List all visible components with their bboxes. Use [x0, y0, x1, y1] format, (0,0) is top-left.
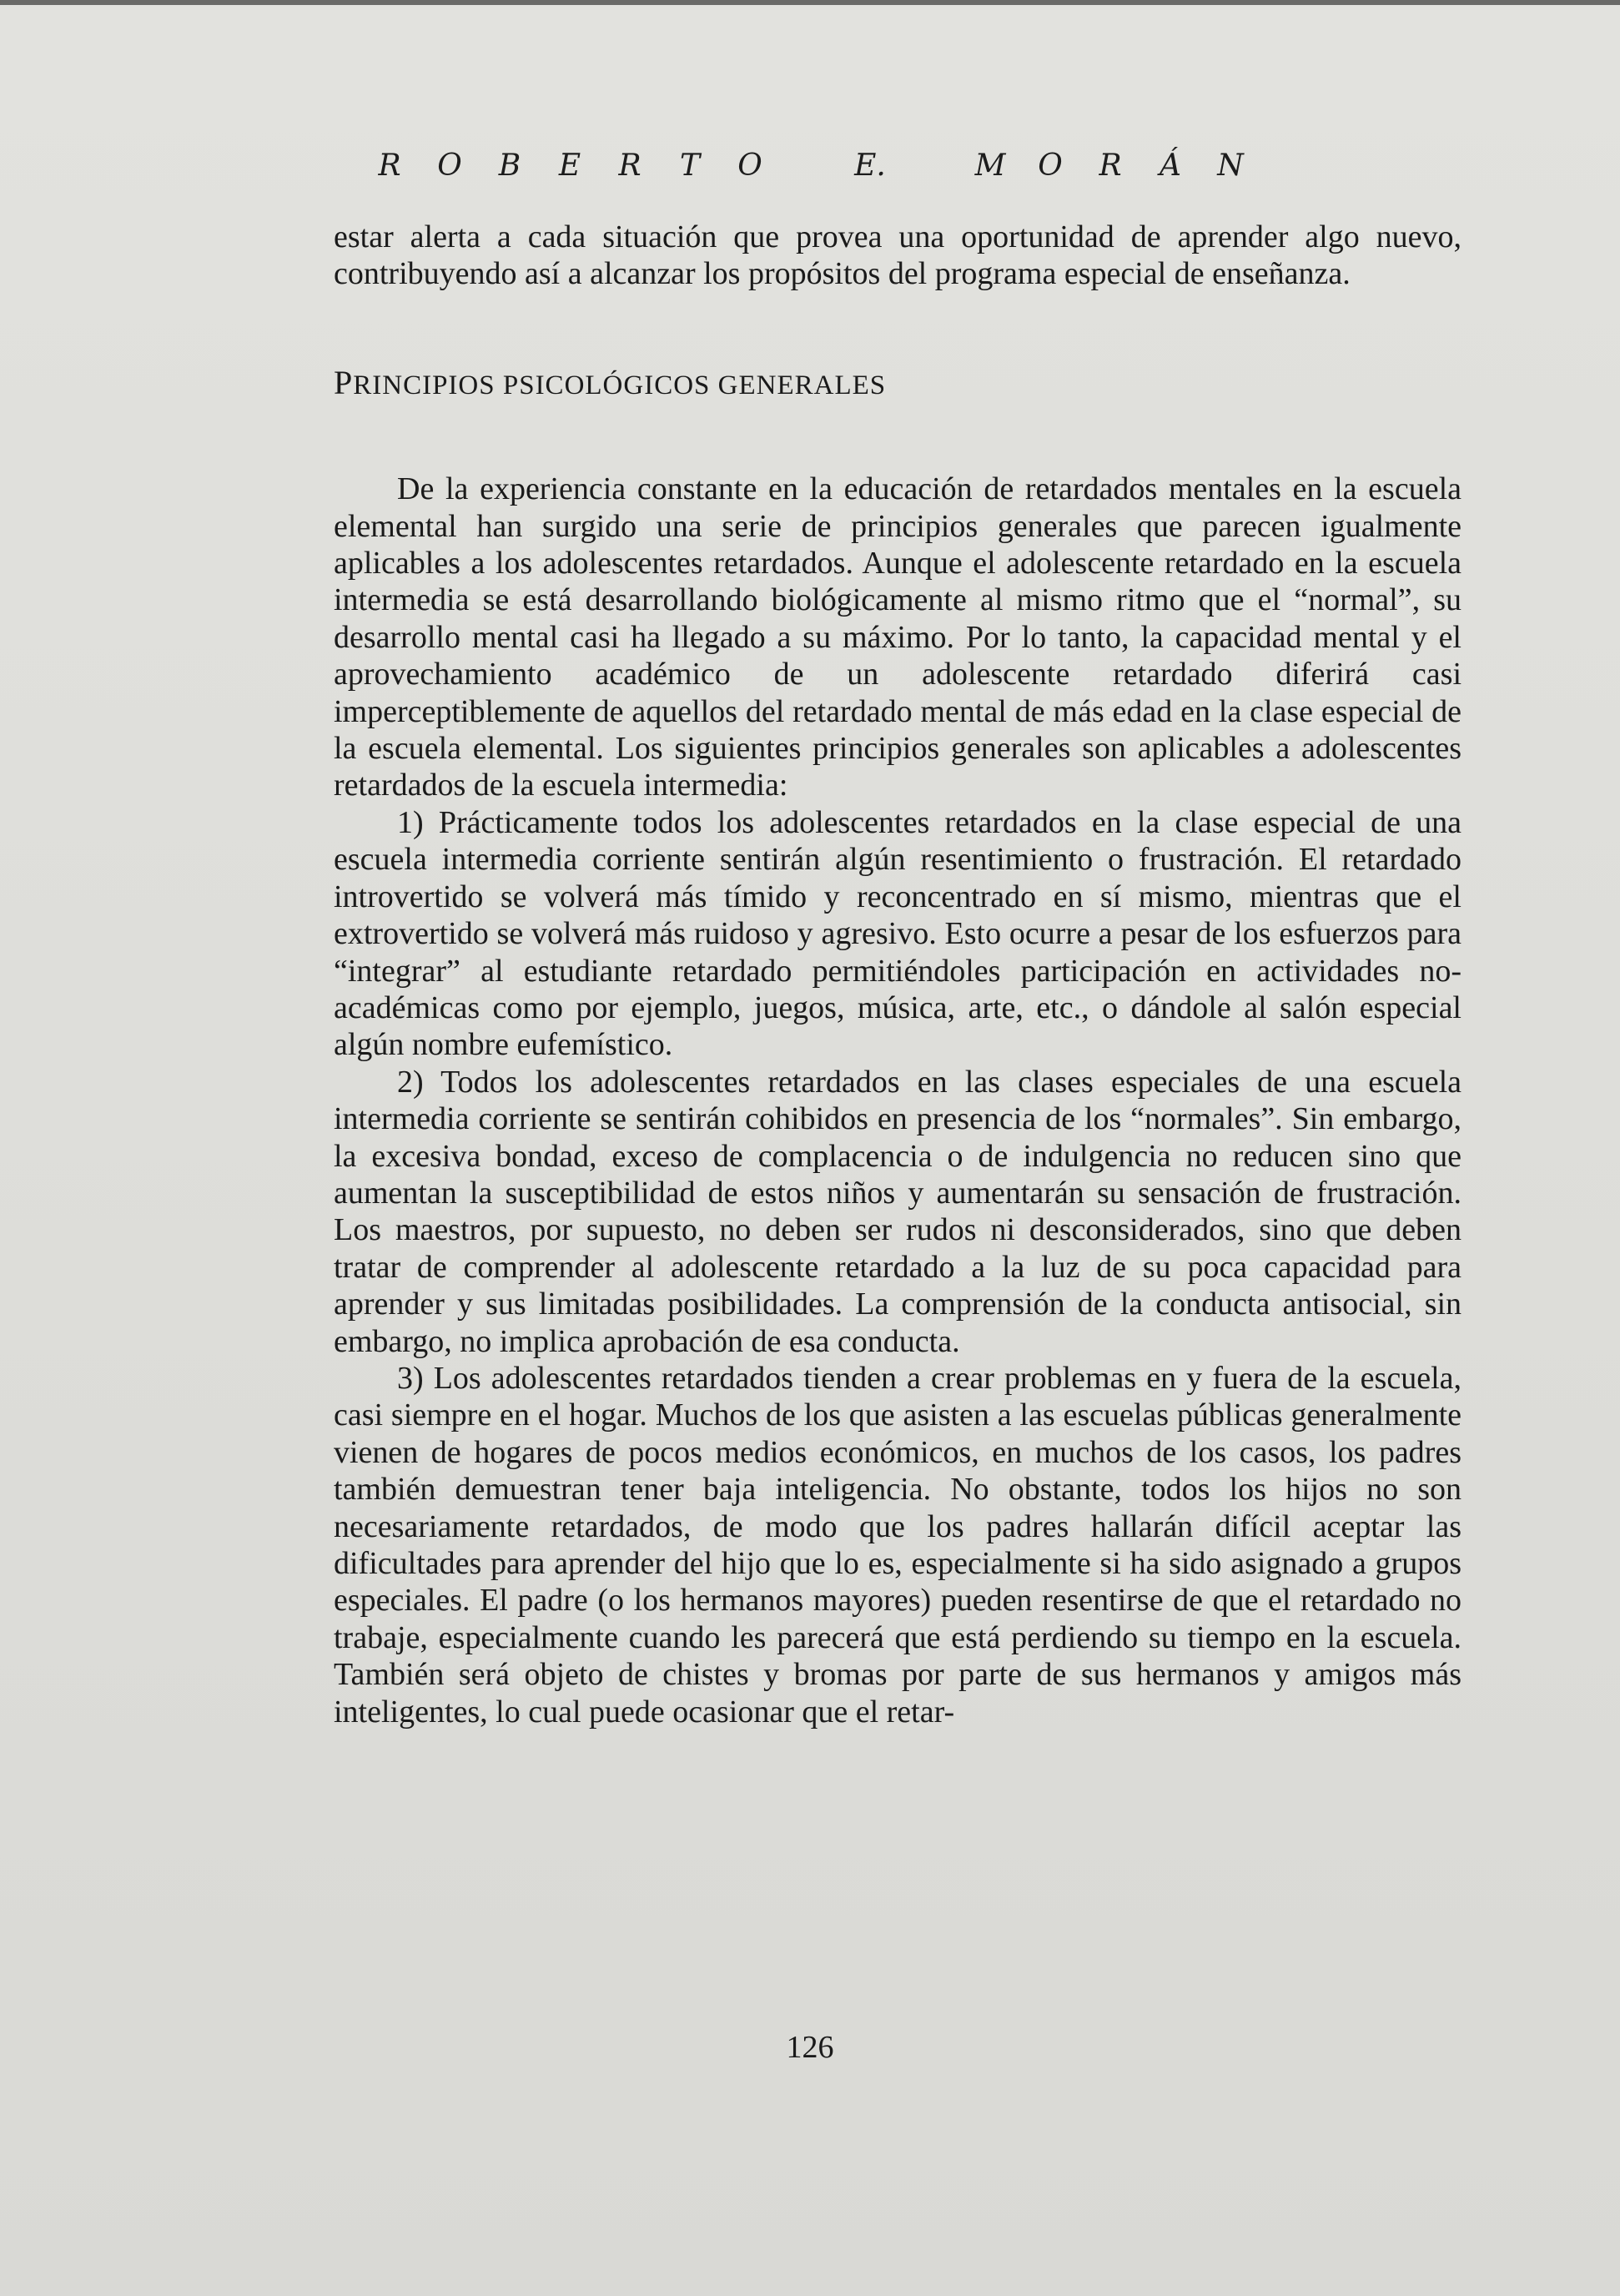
running-head-letter: Á [1160, 149, 1181, 183]
section-heading-initial: P [334, 363, 354, 401]
section-heading-rest: RINCIPIOS PSICOLÓGICOS GENERALES [353, 370, 887, 400]
intro-paragraph: estar alerta a cada situación que provea una oportunidad de aprender algo nuevo, contribuyendo así a alcanzar los propósitos del programa especial de enseñanza. [334, 219, 1462, 292]
principles-paragraph: De la experiencia constante en la educación de retardados mentales en la escuela elemental han surgido una serie de principios generales que parecen igualmente aplicables a los adolescentes retardados. Aunque el adolescente retardado en la escuela intermedia se está desarrollando biológicamente al mismo ritmo que el “normal”, su desarrollo mental casi ha llegado a su máximo. Por lo tanto, la capacidad mental y el aprovechamiento académico de un adolescente retardado diferirá casi imperceptiblemente de aquellos del retardado mental de más edad en la clase especial de la escuela elemental. Los siguientes principios generales son aplicables a adolescentes retardados de la escuela intermedia: [334, 471, 1462, 803]
principle-item-2: 2) Todos los adolescentes retardados en las clases especiales de una escuela intermedia corriente se sentirán cohibidos en presencia de los “normales”. Sin embargo, la excesiva bondad, exceso de complacencia o de indulgencia no reducen sino que aumentan la susceptibilidad de estos niños y aumentarán su sensación de frustración. Los maestros, por supuesto, no deben ser rudos ni desconsiderados, sino que deben tratar de comprender al adolescente retardado a la luz de su poca capacidad para aprender y sus limitadas posibilidades. La comprensión de la conducta antisocial, sin embargo, no implica aprobación de esa conducta. [334, 1064, 1462, 1359]
section-heading [334, 365, 1462, 404]
running-head-author [0, 149, 1620, 183]
page-number: 126 [786, 2030, 834, 2065]
principle-item-1: 1) Prácticamente todos los adolescentes retardados en la clase especial de una escuela intermedia corriente sentirán algún resentimiento o frustración. El retardado introvertido se volverá más tímido y reconcentrado en sí mismo, mientras que el extrovertido se volverá más ruidoso y agresivo. Esto ocurre a pesar de los esfuerzos para “integrar” al estudiante retardado permitiéndoles participación en actividades no-académicas como por ejemplo, juegos, música, arte, etc., o dándole al salón especial algún nombre eufemístico. [334, 804, 1462, 1063]
running-head-letter: E. [854, 149, 886, 183]
running-head-letter: R [1099, 149, 1122, 183]
running-head-letter: R [618, 149, 641, 183]
running-head-letter: T [679, 149, 700, 183]
running-head-letter: B [498, 149, 521, 183]
running-head-letter: O [737, 149, 762, 183]
scan-top-edge [0, 0, 1620, 5]
body-text [334, 219, 1462, 1730]
running-head-letter: E [558, 149, 581, 183]
running-head-letter: O [1038, 149, 1063, 183]
running-head-letter: O [437, 149, 462, 183]
running-head-letter: M [974, 149, 1006, 183]
running-head-letter: N [1217, 149, 1244, 183]
principle-item-3: 3) Los adolescentes retardados tienden a crear problemas en y fuera de la escuela, casi siempre en el hogar. Muchos de los que asisten a las escuelas públicas generalmente vienen de hogares de pocos medios económicos, en muchos de los casos, los padres también demuestran tener baja inteligencia. No obstante, todos los hijos no son necesariamente retardados, de modo que los padres hallarán difícil aceptar las dificultades para aprender del hijo que lo es, especialmente si ha sido asignado a grupos especiales. El padre (o los hermanos mayores) pueden resentirse de que el retardado no trabaje, especialmente cuando les parecerá que está perdiendo su tiempo en la escuela. También será objeto de chistes y bromas por parte de sus hermanos y amigos más inteligentes, lo cual puede ocasionar que el retar- [334, 1360, 1462, 1730]
running-head-letter: R [378, 149, 401, 183]
